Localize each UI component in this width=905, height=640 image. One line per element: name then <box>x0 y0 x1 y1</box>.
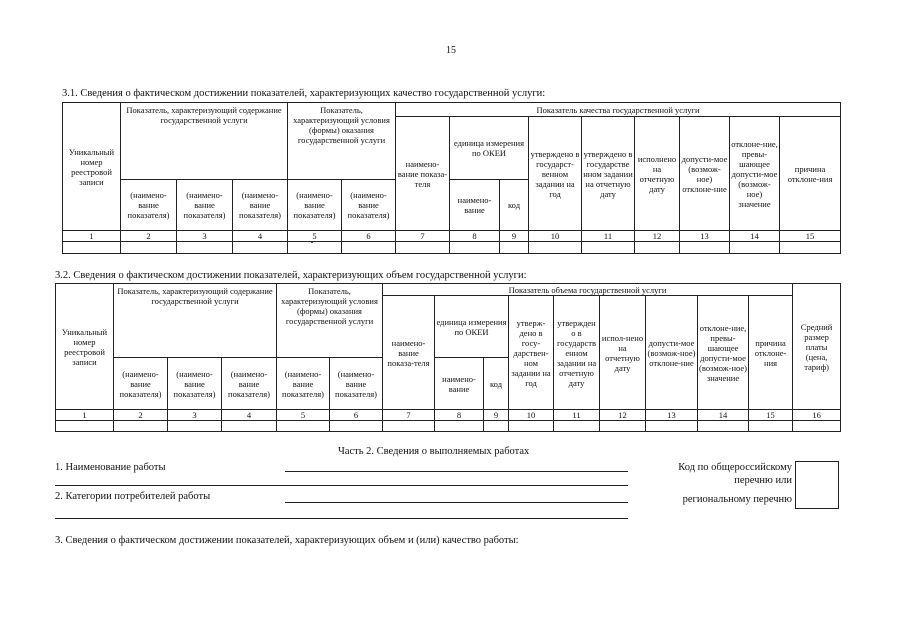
column-number: 6 <box>330 410 383 421</box>
data-cell[interactable] <box>793 421 841 432</box>
empty-data-row <box>63 242 841 254</box>
code-label-line-1: Код по общероссийскому <box>678 462 792 473</box>
subheader-name: (наимено-вание показателя) <box>222 358 277 410</box>
header-reason: причина отклоне-ния <box>749 296 793 410</box>
column-number: 12 <box>635 231 680 242</box>
header-approved-date: утвержден о в государств енном задании на отчетную дату <box>554 296 600 410</box>
work-name-label: 1. Наименование работы <box>55 462 166 473</box>
data-cell[interactable] <box>233 242 288 254</box>
subheader-unit-name: наимено-вание <box>435 358 484 410</box>
data-cell[interactable] <box>635 242 680 254</box>
data-cell[interactable] <box>749 421 793 432</box>
subheader-name: (наимено-вание показателя) <box>233 180 288 231</box>
part-2-title: Часть 2. Сведения о выполняемых работах <box>338 446 530 457</box>
data-cell[interactable] <box>450 242 500 254</box>
data-cell[interactable] <box>600 421 646 432</box>
header-unique-number: Уникальный номер реестровой записи <box>63 103 121 231</box>
header-unit: единица измерения по ОКЕИ <box>435 296 509 358</box>
data-cell[interactable] <box>500 242 529 254</box>
header-content-indicator: Показатель, характеризующий содержание государственной услуги <box>121 103 288 180</box>
page-number: 15 <box>446 45 456 56</box>
data-cell[interactable] <box>114 421 168 432</box>
categories-line[interactable] <box>285 502 628 503</box>
header-approved-year: утверж-дено в госу-дарствен-ном задании на год <box>509 296 554 410</box>
header-unit: единица измерения по ОКЕИ <box>450 117 529 180</box>
subheader-code: код <box>484 358 509 410</box>
data-cell[interactable] <box>435 421 484 432</box>
header-quality-group: Показатель качества государственной услуги <box>396 103 841 117</box>
section-3-1-title: 3.1. Сведения о фактическом достижении показателей, характеризующих качество государственной услуги: <box>62 88 546 99</box>
column-number: 7 <box>383 410 435 421</box>
header-conditions-indicator: Показатель, характеризующий условия (формы) оказания государственной услуги <box>277 284 383 358</box>
column-number: 16 <box>793 410 841 421</box>
subheader-name: (наимено-вание показателя) <box>114 358 168 410</box>
data-cell[interactable] <box>554 421 600 432</box>
header-executed: испол-нено на отчетную дату <box>600 296 646 410</box>
data-cell[interactable] <box>509 421 554 432</box>
work-name-line[interactable] <box>285 471 628 472</box>
column-number: 13 <box>680 231 730 242</box>
data-cell[interactable] <box>484 421 509 432</box>
data-cell[interactable] <box>780 242 841 254</box>
categories-line-2[interactable] <box>55 518 628 519</box>
header-content-indicator: Показатель, характеризующий содержание государственной услуги <box>114 284 277 358</box>
subheader-name: (наимено-вание показателя) <box>121 180 177 231</box>
column-number: 13 <box>646 410 698 421</box>
stray-mark <box>311 241 313 243</box>
column-number: 5 <box>288 231 342 242</box>
section-3-2-title: 3.2. Сведения о фактическом достижении показателей, характеризующих объем государственной услуги: <box>55 270 527 281</box>
header-reason: причина отклоне-ния <box>780 117 841 231</box>
header-indicator-name: наимено-вание показа-теля <box>396 117 450 231</box>
column-number: 15 <box>780 231 841 242</box>
categories-label: 2. Категории потребителей работы <box>55 491 211 502</box>
column-number: 2 <box>114 410 168 421</box>
column-number: 14 <box>698 410 749 421</box>
empty-data-row <box>56 421 841 432</box>
data-cell[interactable] <box>383 421 435 432</box>
column-number: 6 <box>342 231 396 242</box>
subheader-name: (наимено-вание показателя) <box>177 180 233 231</box>
column-number: 8 <box>435 410 484 421</box>
data-cell[interactable] <box>529 242 582 254</box>
quality-indicators-table <box>62 102 841 254</box>
header-unique-number: Уникальный номер реестровой записи <box>56 284 114 410</box>
header-excess-deviation: отклоне-ние, превы-шающее допусти-мое (возмож-ное) значение <box>730 117 780 231</box>
header-approved-year: утверждено в государст-венном задании на год <box>529 117 582 231</box>
data-cell[interactable] <box>63 242 121 254</box>
work-name-line-2[interactable] <box>55 485 628 486</box>
header-volume-group: Показатель объема государственной услуги <box>383 284 793 296</box>
data-cell[interactable] <box>330 421 383 432</box>
column-number: 1 <box>56 410 114 421</box>
column-number: 5 <box>277 410 330 421</box>
column-number: 4 <box>222 410 277 421</box>
column-number: 7 <box>396 231 450 242</box>
column-number: 9 <box>484 410 509 421</box>
data-cell[interactable] <box>121 242 177 254</box>
subheader-name: (наимено-вание показателя) <box>330 358 383 410</box>
code-label-regional: региональному перечню <box>682 494 792 505</box>
column-numbers-row <box>63 231 841 242</box>
subheader-name: (наимено-вание показателя) <box>277 358 330 410</box>
column-number: 3 <box>177 231 233 242</box>
data-cell[interactable] <box>168 421 222 432</box>
column-number: 11 <box>582 231 635 242</box>
header-allowed-deviation: допусти-мое (возмож-ное) отклоне-ние <box>646 296 698 410</box>
column-number: 12 <box>600 410 646 421</box>
column-number: 11 <box>554 410 600 421</box>
column-number: 2 <box>121 231 177 242</box>
data-cell[interactable] <box>277 421 330 432</box>
subheader-unit-name: наимено-вание <box>450 180 500 231</box>
data-cell[interactable] <box>698 421 749 432</box>
data-cell[interactable] <box>288 242 342 254</box>
column-number: 15 <box>749 410 793 421</box>
column-number: 8 <box>450 231 500 242</box>
data-cell[interactable] <box>177 242 233 254</box>
code-label <box>640 461 792 487</box>
header-executed: исполнено на отчетную дату <box>635 117 680 231</box>
subheader-name: (наимено-вание показателя) <box>168 358 222 410</box>
column-numbers-row <box>56 410 841 421</box>
column-number: 4 <box>233 231 288 242</box>
code-label-line-2: перечню или <box>734 475 792 486</box>
column-number: 1 <box>63 231 121 242</box>
section-3-work-title: 3. Сведения о фактическом достижении показателей, характеризующих объем и (или) качество работы: <box>55 535 519 546</box>
subheader-name: (наимено-вание показателя) <box>342 180 396 231</box>
data-cell[interactable] <box>396 242 450 254</box>
header-conditions-indicator: Показатель, характеризующий условия (формы) оказания государственной услуги <box>288 103 396 180</box>
header-average-fee: Средний размер платы (цена, тариф) <box>793 284 841 410</box>
volume-indicators-table <box>55 283 841 432</box>
subheader-code: код <box>500 180 529 231</box>
header-allowed-deviation: допусти-мое (возмож-ное) отклоне-ние <box>680 117 730 231</box>
data-cell[interactable] <box>342 242 396 254</box>
header-approved-date: утверждено в государстве нном задании на отчетную дату <box>582 117 635 231</box>
data-cell[interactable] <box>582 242 635 254</box>
data-cell[interactable] <box>680 242 730 254</box>
data-cell[interactable] <box>730 242 780 254</box>
column-number: 10 <box>509 410 554 421</box>
subheader-name: (наимено-вание показателя) <box>288 180 342 231</box>
header-indicator-name: наимено-вание показа-теля <box>383 296 435 410</box>
code-box[interactable] <box>795 461 839 509</box>
column-number: 9 <box>500 231 529 242</box>
column-number: 3 <box>168 410 222 421</box>
data-cell[interactable] <box>646 421 698 432</box>
header-excess-deviation: отклоне-ние, превы-шающее допусти-мое (возмож-ное) значение <box>698 296 749 410</box>
data-cell[interactable] <box>56 421 114 432</box>
column-number: 14 <box>730 231 780 242</box>
data-cell[interactable] <box>222 421 277 432</box>
column-number: 10 <box>529 231 582 242</box>
